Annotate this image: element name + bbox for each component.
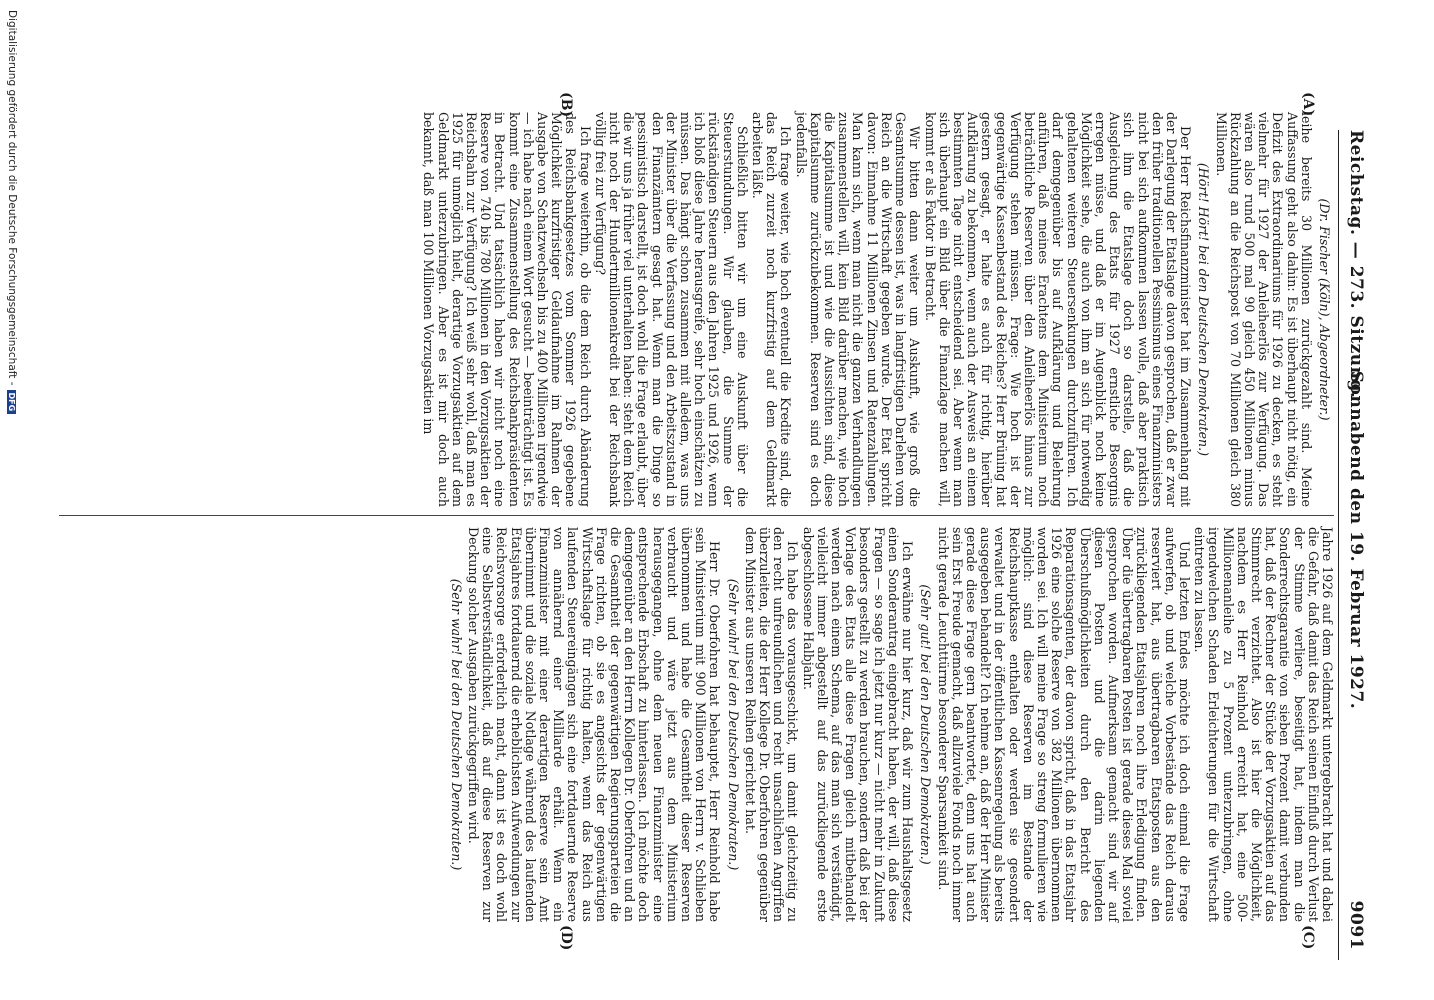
column-divider — [59, 515, 1334, 516]
margin-letter-b: (B) — [558, 92, 574, 118]
paragraph: leihe bereits 30 Millionen zurückgezahlt sind. Meine Auffassung geht also dahin: Es ist überhaupt nicht nötig, ein Defizit des Extraordinariums für 1926 zu decken, es steht vielmehr für 1927 der Anleiheerlös zur Verfügung. Das wären also rund 500 mal 90 gleich 450 Millionen minus Rückzahlung an die Reichspost von 70 Millionen gleich 380 Millionen. — [1213, 112, 1314, 507]
margin-letter-d: (D) — [558, 925, 574, 951]
interjection: (Sehr wahr! bei den Deutschen Demokraten.) — [725, 578, 741, 871]
paragraph: Der Herr Reichsfinanzminister hat im Zusammenhang mit der Darlegung der Etatslage davon gesprochen, daß er zwar den früher traditionellen Pessimismus eines Finanzministers nicht bei sich aufkommen lassen wolle, daß aber praktisch sich ihm die Etatslage doch so darstelle, daß die Ausgleichung des Etats für 1927 ernstliche Besorgnis erregen müsse, und daß er im Augenblick noch keine Möglichkeit sehe, die auch von ihm an sich für notwendig gehaltenen weiteren Steuersenkungen durchzuführen. Ich darf demgegenüber bis auf Aufklärung und Belehrung anführen, daß meines Erachtens dem Ministerium noch beträchtliche Reserven über den Anleiheerlös hinaus zur Verfügung stehen müssen. Frage: Wie hoch ist der gegenwärtige Kassenbestand des Reiches? Herr Brüning hat gestern gesagt, er halte es auch für richtig, hierüber Aufklärung zu bekommen, wenn auch der Ausweis an einem bestimmten Tage nicht entscheidend sei. Aber wenn man sich überhaupt ein Bild über die Finanzlage machen will, kommt er als Faktor in Betracht. — [922, 112, 1194, 507]
paragraph: Ich frage weiterhin, ob die dem Reich durch Abänderung des Reichsbankgesetzes vom Sommer 1926 gegebene Möglichkeit kurzfristiger Geldaufnahme im Rahmen der Ausgabe von Schatzwechseln bis zu 400 Millionen irgendwie — ich habe nach einem Wort gesucht — beeinträchtigt ist. Es kommt eine Zusammenstellung des Reichsbankpräsidenten in Betracht. Und tatsächlich haben wir nicht noch eine Reserve von 740 bis 780 Millionen in den Vorzugsaktien der Reichsbahn zur Verfügung? Ich weiß sehr wohl, daß man es 1925 für unmöglich hielt, derartige Vorzugsaktien auf dem Geldmarkt unterzubringen. Aber es ist mir doch auch bekannt, daß man 100 Millionen Vorzugsaktien im — [421, 112, 593, 507]
speaker-label: (Dr. Fischer (Köln), Abgeordneter.) — [1317, 198, 1332, 421]
header-rule — [1338, 130, 1339, 960]
digitization-credit — [6, 10, 18, 414]
margin-letter-c: (C) — [1300, 925, 1316, 950]
header-date: Sonnabend den 19. Februar 1927. — [1346, 370, 1366, 710]
interjection: (Sehr gut! bei den Deutschen Demokraten.) — [918, 584, 934, 865]
paragraph: Jahre 1926 auf dem Geldmarkt untergebracht hat und dabei die Gefahr, daß damit das Reich seinen Einfluß durch Verlust der Stimme verliere, beseitigt hat, indem man die Sonderrechtsgarantie von sieben Prozent damit verbunden hat, daß der Rechner der Stücke der Vorzugsaktien auf das Stimmrecht verzichtet. Also ist hier die Möglichkeit, nachdem es Herr Reinhold erreicht hat, eine 500-Millionenanleihe zu 5 Prozent unterzubringen, ohne irgendwelchen Schaden Erleichterungen für die Wirtschaft eintreten zu lassen. — [1192, 527, 1335, 922]
left-column — [420, 112, 1334, 507]
paragraph: Ich erwähne nur hier kurz, daß wir zum Haushaltsgesetz einen Sonderantrag eingebracht haben, der will, daß diese Fragen — so sage ich jetzt nur kurz — nicht mehr in Zukunft besonders gestellt zu werden brauchen, sondern daß bei der Vorlage des Etats alle diese Fragen gleich mitbehandelt werden nach einem Schema, auf das man sich verständigt, vielleicht immer abgestellt auf das zurückliegende erste abgeschlossene Halbjahr. — [800, 527, 916, 922]
header-session: Reichstag. — 273. Sitzung. — [1346, 130, 1366, 399]
paragraph: Wir bitten dann weiter um Auskunft, wie groß die Gesamtsumme dessen ist, was in langfristigen Darlehen vom Reich an die Wirtschaft gegeben wurde. Der Etat spricht davon: Einnahme 11 Millionen Zinsen und Ratenzahlungen. Man kann sich, wenn man nicht die ganzen Verhandlungen zusammenstellen will, kein Bild darüber machen, wie hoch die Kapitalsumme ist und wie die Aussichten sind, diese Kapitalsumme zurückzubekommen. Reserven sind es doch jedenfalls. — [793, 112, 923, 507]
interjection: (Hört! Hört! bei den Deutschen Demokraten.) — [1196, 162, 1212, 457]
right-column — [445, 527, 1334, 922]
paragraph: Und letzten Endes möchte ich doch einmal die Frage aufwerfen, ob und welche Vorbestände das Reich daraus reserviert hat, aus übertragbaren Etatsposten aus den zurückliegenden Etatsjahren noch ihre Erledigung finden. Über die übertragbaren Posten ist gerade dieses Mal soviel gesprochen worden. Aufmerksam gemacht sind wir auf diesen Posten und die darin liegenden Überschußmöglichkeiten durch den Bericht des Reparationsagenten, der davon spricht, daß in das Etatsjahr 1926 eine solche Reserve von 382 Millionen übernommen worden sei. Ich will meine Frage so streng formulieren wie möglich: sind diese Reserven im Bestande der Reichshauptkasse enthalten oder werden sie gesondert verwaltet und in der öffentlichen Kassenregelung als bereits ausgegeben behandelt? Ich nehme an, daß der Herr Minister gerade diese Frage gern beantwortet, denn uns hat auch sein Erst Freude gemacht, daß allzuviele Fonds noch immer nicht gerade Leuchttürme besonderer Sparsamkeit sind. — [935, 527, 1192, 922]
interjection: (Sehr wahr! bei den Deutschen Demokraten.) — [448, 578, 464, 871]
paragraph: Ich habe das vorausgeschickt, um damit gleichzeitig zu den recht unfreundlichen und recht unsachlichen Angriffen überzuleiten, die der Herr Kollege Dr. Oberfohren gegenüber dem Minister aus unseren Reihen gerichtet hat. — [742, 527, 801, 922]
dfg-logo: DFG — [7, 390, 16, 415]
paragraph: Ich frage weiter, wie hoch eventuell die Kredite sind, die das Reich zurzeit noch kurzfristig auf dem Geldmarkt arbeiten läßt. — [750, 112, 794, 507]
paragraph: Schließlich bitten wir um eine Auskunft über die Steuerstundungen. Wir glauben, die Summe der rückständigen Steuern aus den Jahren 1925 und 1926, wenn ich bloß diese Jahre herausgreife, sehr hoch einschätzen zu müssen. Das hängt schon zusammen mit alledem, was uns der Minister über die Verfassung und den Arbeitszustand in den Finanzämtern gesagt hat. Wenn man die Dinge so pessimistisch darstellt, ist doch wohl die Frage erlaubt, über die wir uns ja früher viel unterhalten haben: steht dem Reich nicht noch der Hundertmillionenkredit bei der Reichsbank völlig frei zur Verfügung? — [592, 112, 750, 507]
paragraph: Herr Dr. Oberfohren hat behauptet, Herr Reinhold habe sein Ministerium mit 900 Millionen von Herrn v. Schlieben übernommen und habe die Gesamtheit dieser Reserven verbraucht und wäre jetzt aus dem Ministerium herausgegangen, ohne dem neuen Finanzminister eine entsprechende Erbschaft zu hinterlassen. Ich möchte doch demgegenüber an den Herrn Kollegen Dr. Oberfohren und an die Gesamtheit der gegenwärtigen Regierungsparteien die Frage richten, ob sie es angesichts der gegenwärtigen Wirtschaftslage für richtig halten, wenn das Reich aus laufenden Steuereingängen sich eine fortdauernde Reserve von annähernd einer Milliarde erhält. Wenn ein Finanzminister mit einer derartigen Reserve sein Amt übernimmt und die soziale Notlage während des laufenden Etatsjahres fortdauernd die erheblichsten Aufwendungen zur Reichsvorsorge erforderlich macht, dann ist es doch wohl eine Selbstverständlichkeit, daß auf diese Reserven zur Deckung solcher Ausgaben zurückgegriffen wird. — [466, 527, 723, 922]
page-number: 9091 — [1346, 900, 1366, 950]
credit-text: Digitalisierung gefördert durch die Deutsche Forschungsgemeinschaft - — [6, 10, 18, 386]
margin-letter-a: (A) — [1300, 92, 1316, 117]
page-header — [1342, 120, 1372, 960]
